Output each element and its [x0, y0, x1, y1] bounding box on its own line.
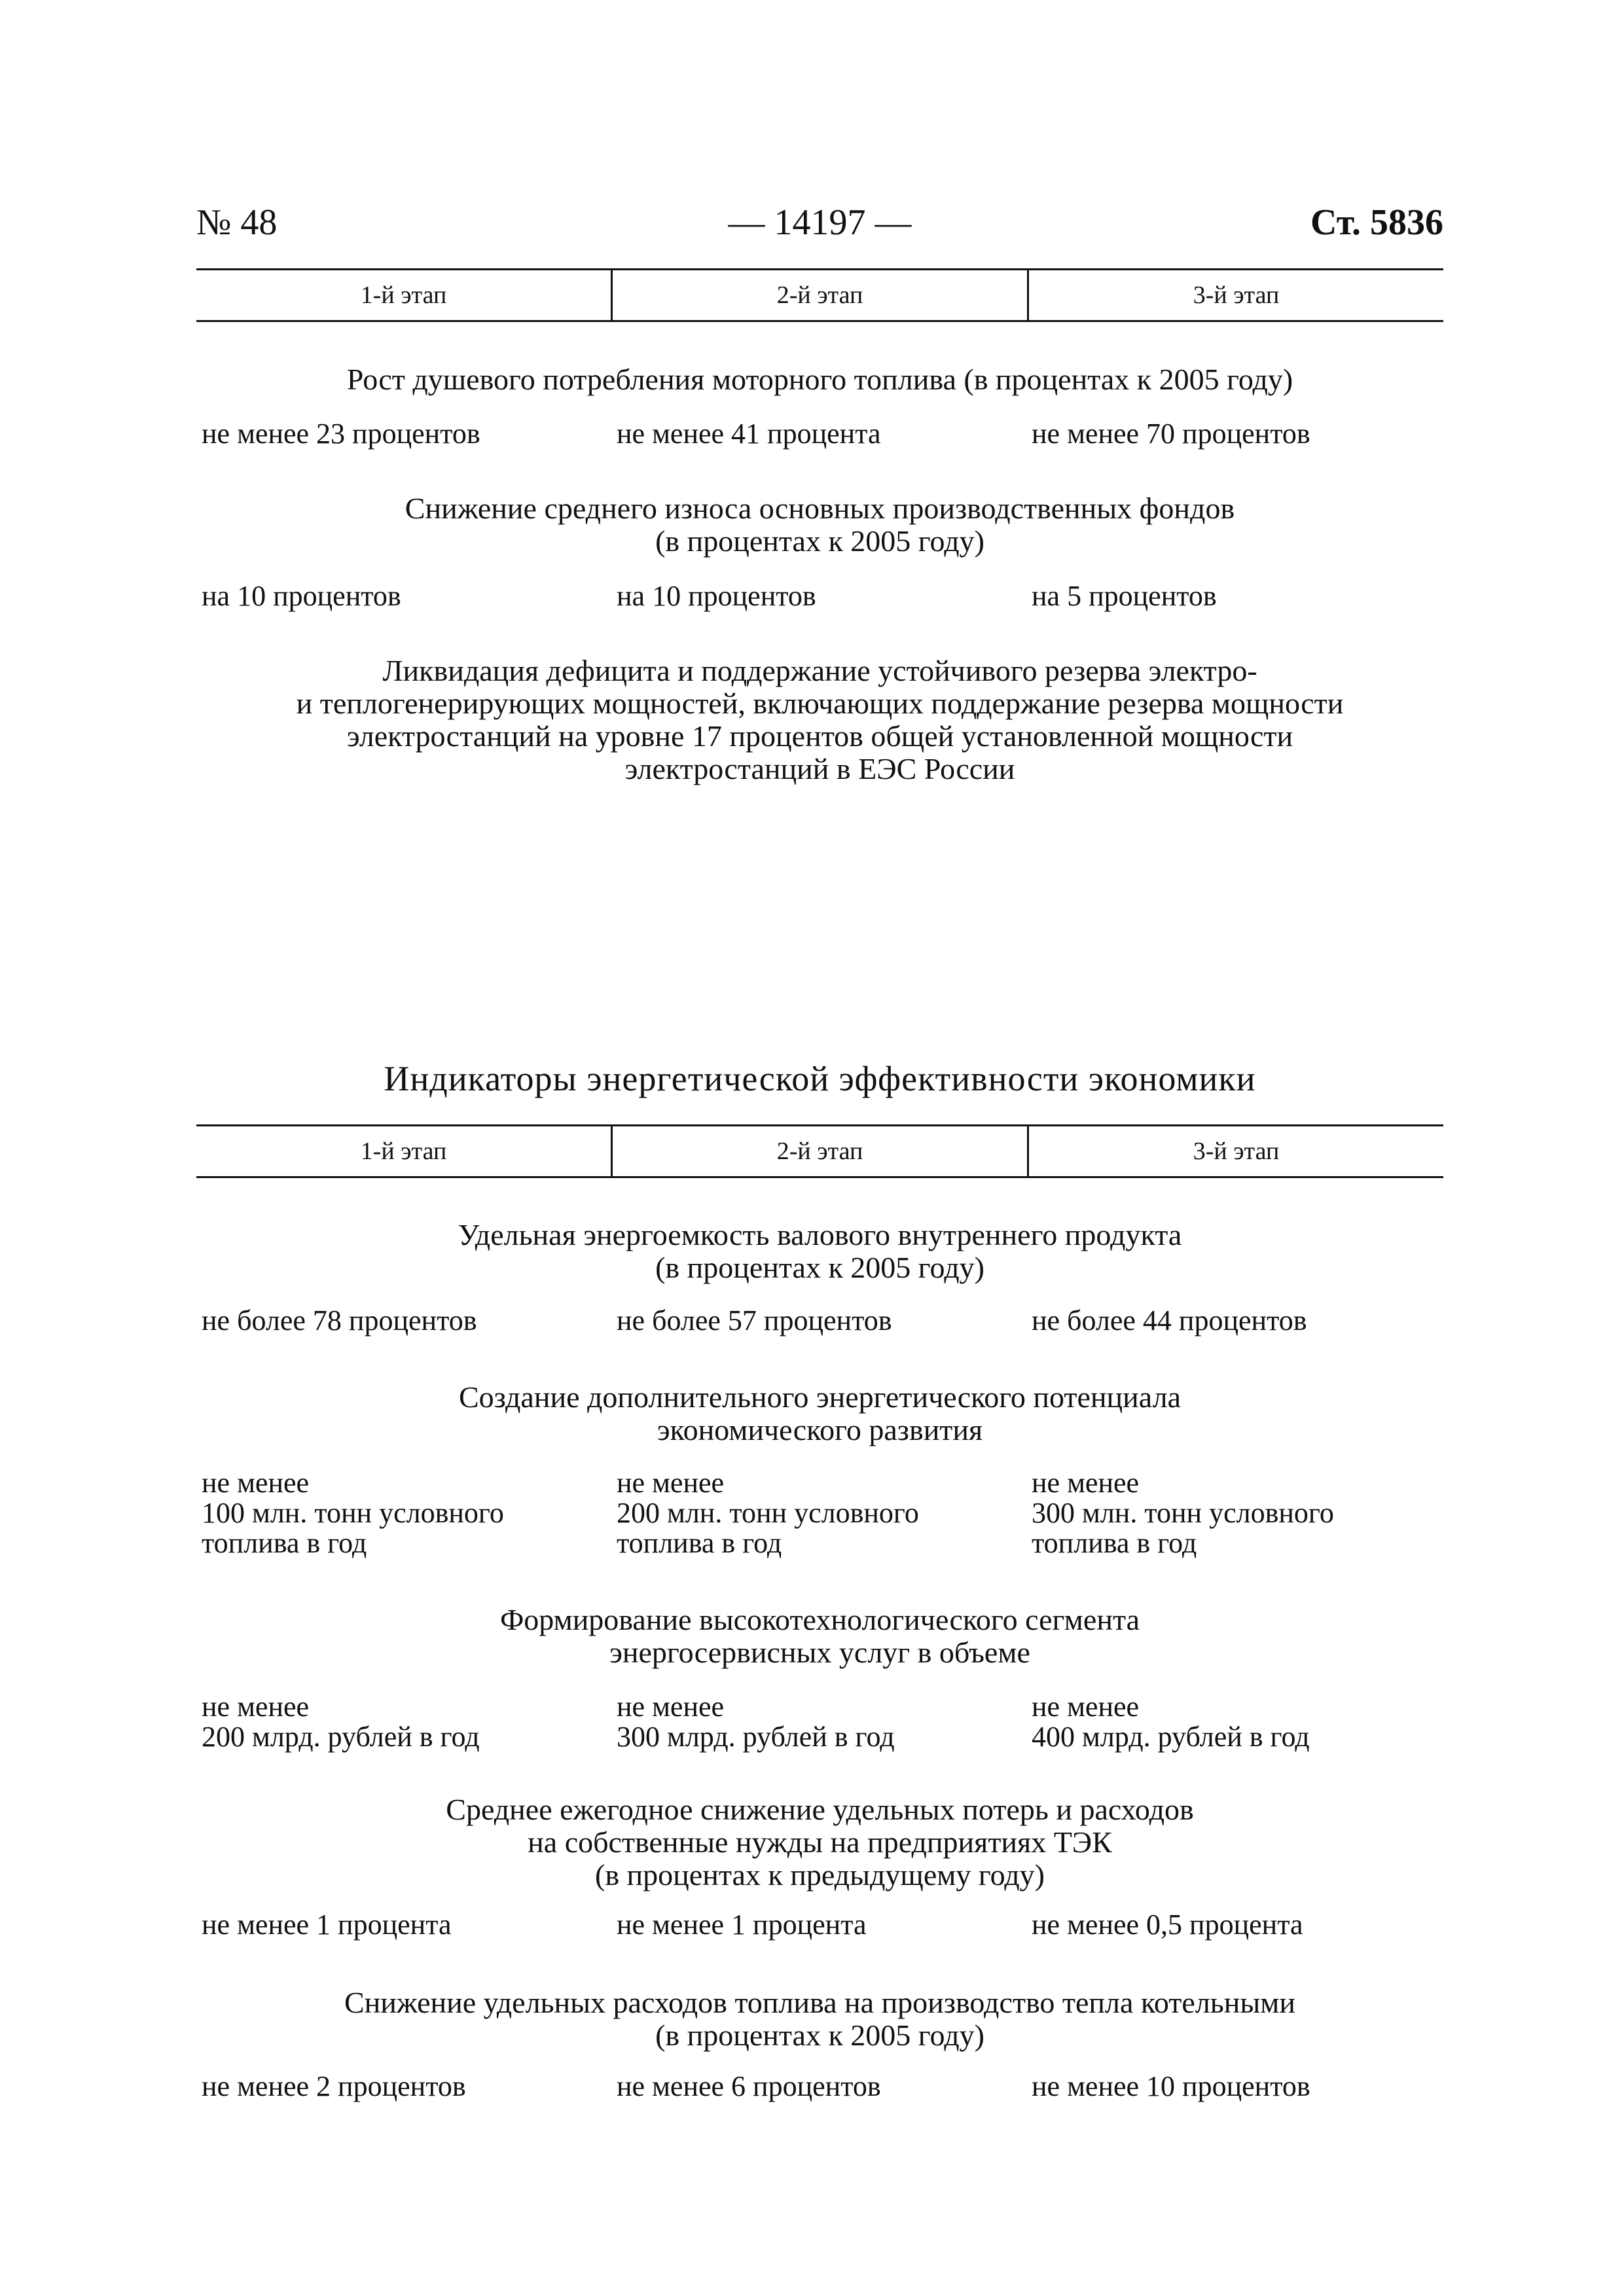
stage-2-value: не менее 200 млн. тонн условного топлива в год	[617, 1467, 919, 1559]
stage-3-header: 3-й этап	[1027, 1126, 1443, 1176]
stage-2-value: на 10 процентов	[617, 580, 816, 612]
stage-table-header	[196, 268, 1443, 322]
indicator-values	[202, 419, 1443, 449]
indicator-values	[202, 1306, 1443, 1336]
stage-2-value: не менее 1 процента	[617, 1909, 867, 1941]
indicator-title: Формирование высокотехнологического сегмента энергосервисных услуг в объеме	[499, 1603, 1140, 1669]
indicator-values	[202, 2072, 1443, 2102]
section-title: Индикаторы энергетической эффективности экономики	[384, 1059, 1256, 1098]
stage-3-value: не менее 300 млн. тонн условного топлива в год	[1032, 1467, 1334, 1559]
document-page	[196, 0, 1443, 2296]
stage-3-header: 3-й этап	[1027, 270, 1443, 320]
stage-2-value: не менее 6 процентов	[617, 2070, 881, 2102]
indicator-title: Ликвидация дефицита и поддержание устойчивого резерва электро- и теплогенерирующих мощностей, включающих поддержание резерва мощности электростанций на уровне 17 процентов общей установленной мощности электростанций в ЕЭС России	[296, 654, 1344, 785]
stage-3-value: на 5 процентов	[1032, 580, 1217, 612]
article-number: Ст. 5836	[1310, 202, 1443, 243]
stage-1-value: не менее 200 млрд. рублей в год	[202, 1691, 480, 1753]
stage-1-header: 1-й этап	[360, 281, 447, 309]
indicator-values	[202, 581, 1443, 611]
stage-3-value: не менее 400 млрд. рублей в год	[1032, 1691, 1310, 1753]
stage-2-header: 2-й этап	[611, 270, 1027, 320]
stage-2-value: не менее 300 млрд. рублей в год	[617, 1691, 895, 1753]
stage-1-header: 1-й этап	[360, 1138, 447, 1165]
issue-number: № 48	[196, 202, 278, 243]
stage-1-value: не более 78 процентов	[202, 1304, 477, 1336]
stage-1-value: не менее 100 млн. тонн условного топлива в год	[202, 1467, 504, 1559]
stage-3-value: не менее 70 процентов	[1032, 418, 1310, 450]
indicator-values	[202, 1692, 1443, 1752]
stage-2-value: не менее 41 процента	[617, 418, 881, 450]
stage-3-value: не более 44 процентов	[1032, 1304, 1307, 1336]
indicator-title: Среднее ежегодное снижение удельных потерь и расходов на собственные нужды на предприятиях ТЭК (в процентах к предыдущему году)	[446, 1793, 1194, 1892]
stage-1-value: на 10 процентов	[202, 580, 401, 612]
stage-1-value: не менее 1 процента	[202, 1909, 452, 1941]
stage-2-value: не более 57 процентов	[617, 1304, 892, 1336]
indicator-title: Снижение удельных расходов топлива на производство тепла котельными (в процентах к 2005 году)	[344, 1986, 1295, 2052]
stage-3-value: не менее 10 процентов	[1032, 2070, 1310, 2102]
stage-3-value: не менее 0,5 процента	[1032, 1909, 1303, 1941]
running-header	[196, 196, 1443, 249]
indicator-title: Создание дополнительного энергетического потенциала экономического развития	[459, 1380, 1181, 1446]
indicator-values	[202, 1910, 1443, 1940]
indicator-title: Снижение среднего износа основных производственных фондов (в процентах к 2005 году)	[405, 492, 1235, 558]
stage-2-header: 2-й этап	[611, 1126, 1027, 1176]
stage-table-header	[196, 1124, 1443, 1178]
indicator-title: Рост душевого потребления моторного топлива (в процентах к 2005 году)	[346, 363, 1293, 396]
indicator-title: Удельная энергоемкость валового внутреннего продукта (в процентах к 2005 году)	[458, 1218, 1182, 1284]
indicator-values	[202, 1468, 1443, 1558]
stage-1-value: не менее 23 процентов	[202, 418, 480, 450]
page-number: — 14197 —	[728, 202, 912, 243]
stage-1-value: не менее 2 процентов	[202, 2070, 466, 2102]
